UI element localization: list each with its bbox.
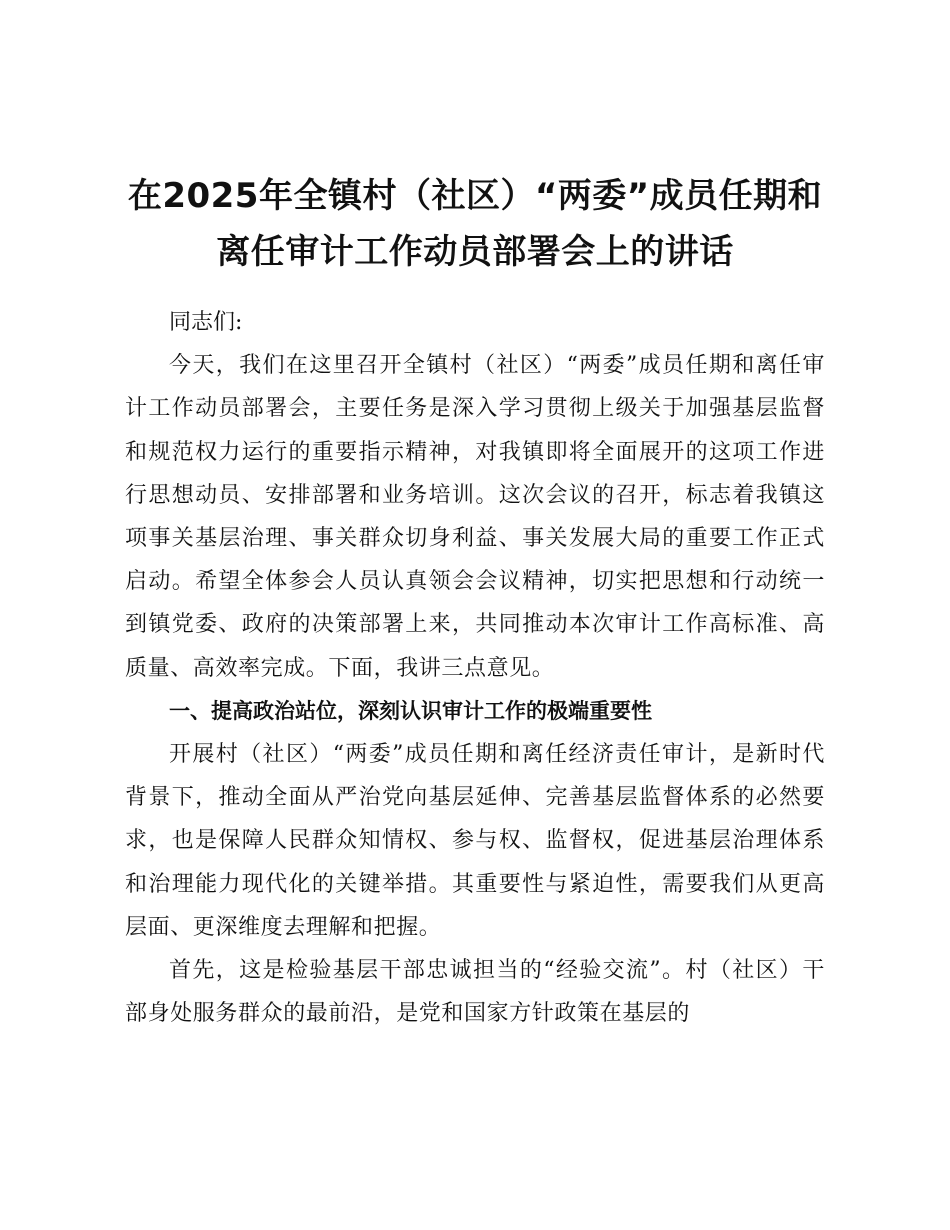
- paragraph-section1-body: 开展村（社区）“两委”成员任期和离任经济责任审计，是新时代背景下，推动全面从严治党向基层延伸、完善基层监督体系的必然要求，也是保障人民群众知情权、参与权、监督权，促进基层治理体系和治理能力现代化的关键举措。其重要性与紧迫性，需要我们从更高层面、更深维度去理解和把握。: [125, 742, 825, 940]
- document-title: [125, 168, 825, 280]
- salutation: 同志们:: [169, 310, 243, 335]
- document-page: [125, 168, 825, 1035]
- document-body: [125, 301, 825, 1035]
- title-line-2: 离任审计工作动员部署会上的讲话: [216, 232, 734, 272]
- section-heading-1: 一、提高政治站位，深刻认识审计工作的极端重要性: [169, 698, 652, 723]
- paragraph-section1-first-point: 首先，这是检验基层干部忠诚担当的“经验交流”。村（社区）干部身处服务群众的最前沿，是党和国家方针政策在基层的: [125, 958, 825, 1027]
- title-line-1: 在2025年全镇村（社区）“两委”成员任期和: [127, 176, 823, 216]
- paragraph-intro: 今天，我们在这里召开全镇村（社区）“两委”成员任期和离任审计工作动员部署会，主要任务是深入学习贯彻上级关于加强基层监督和规范权力运行的重要指示精神，对我镇即将全面展开的这项工作进行思想动员、安排部署和业务培训。这次会议的召开，标志着我镇这项事关基层治理、事关群众切身利益、事关发展大局的重要工作正式启动。希望全体参会人员认真领会会议精神，切实把思想和行动统一到镇党委、政府的决策部署上来，共同推动本次审计工作高标准、高质量、高效率完成。下面，我讲三点意见。: [125, 353, 825, 681]
